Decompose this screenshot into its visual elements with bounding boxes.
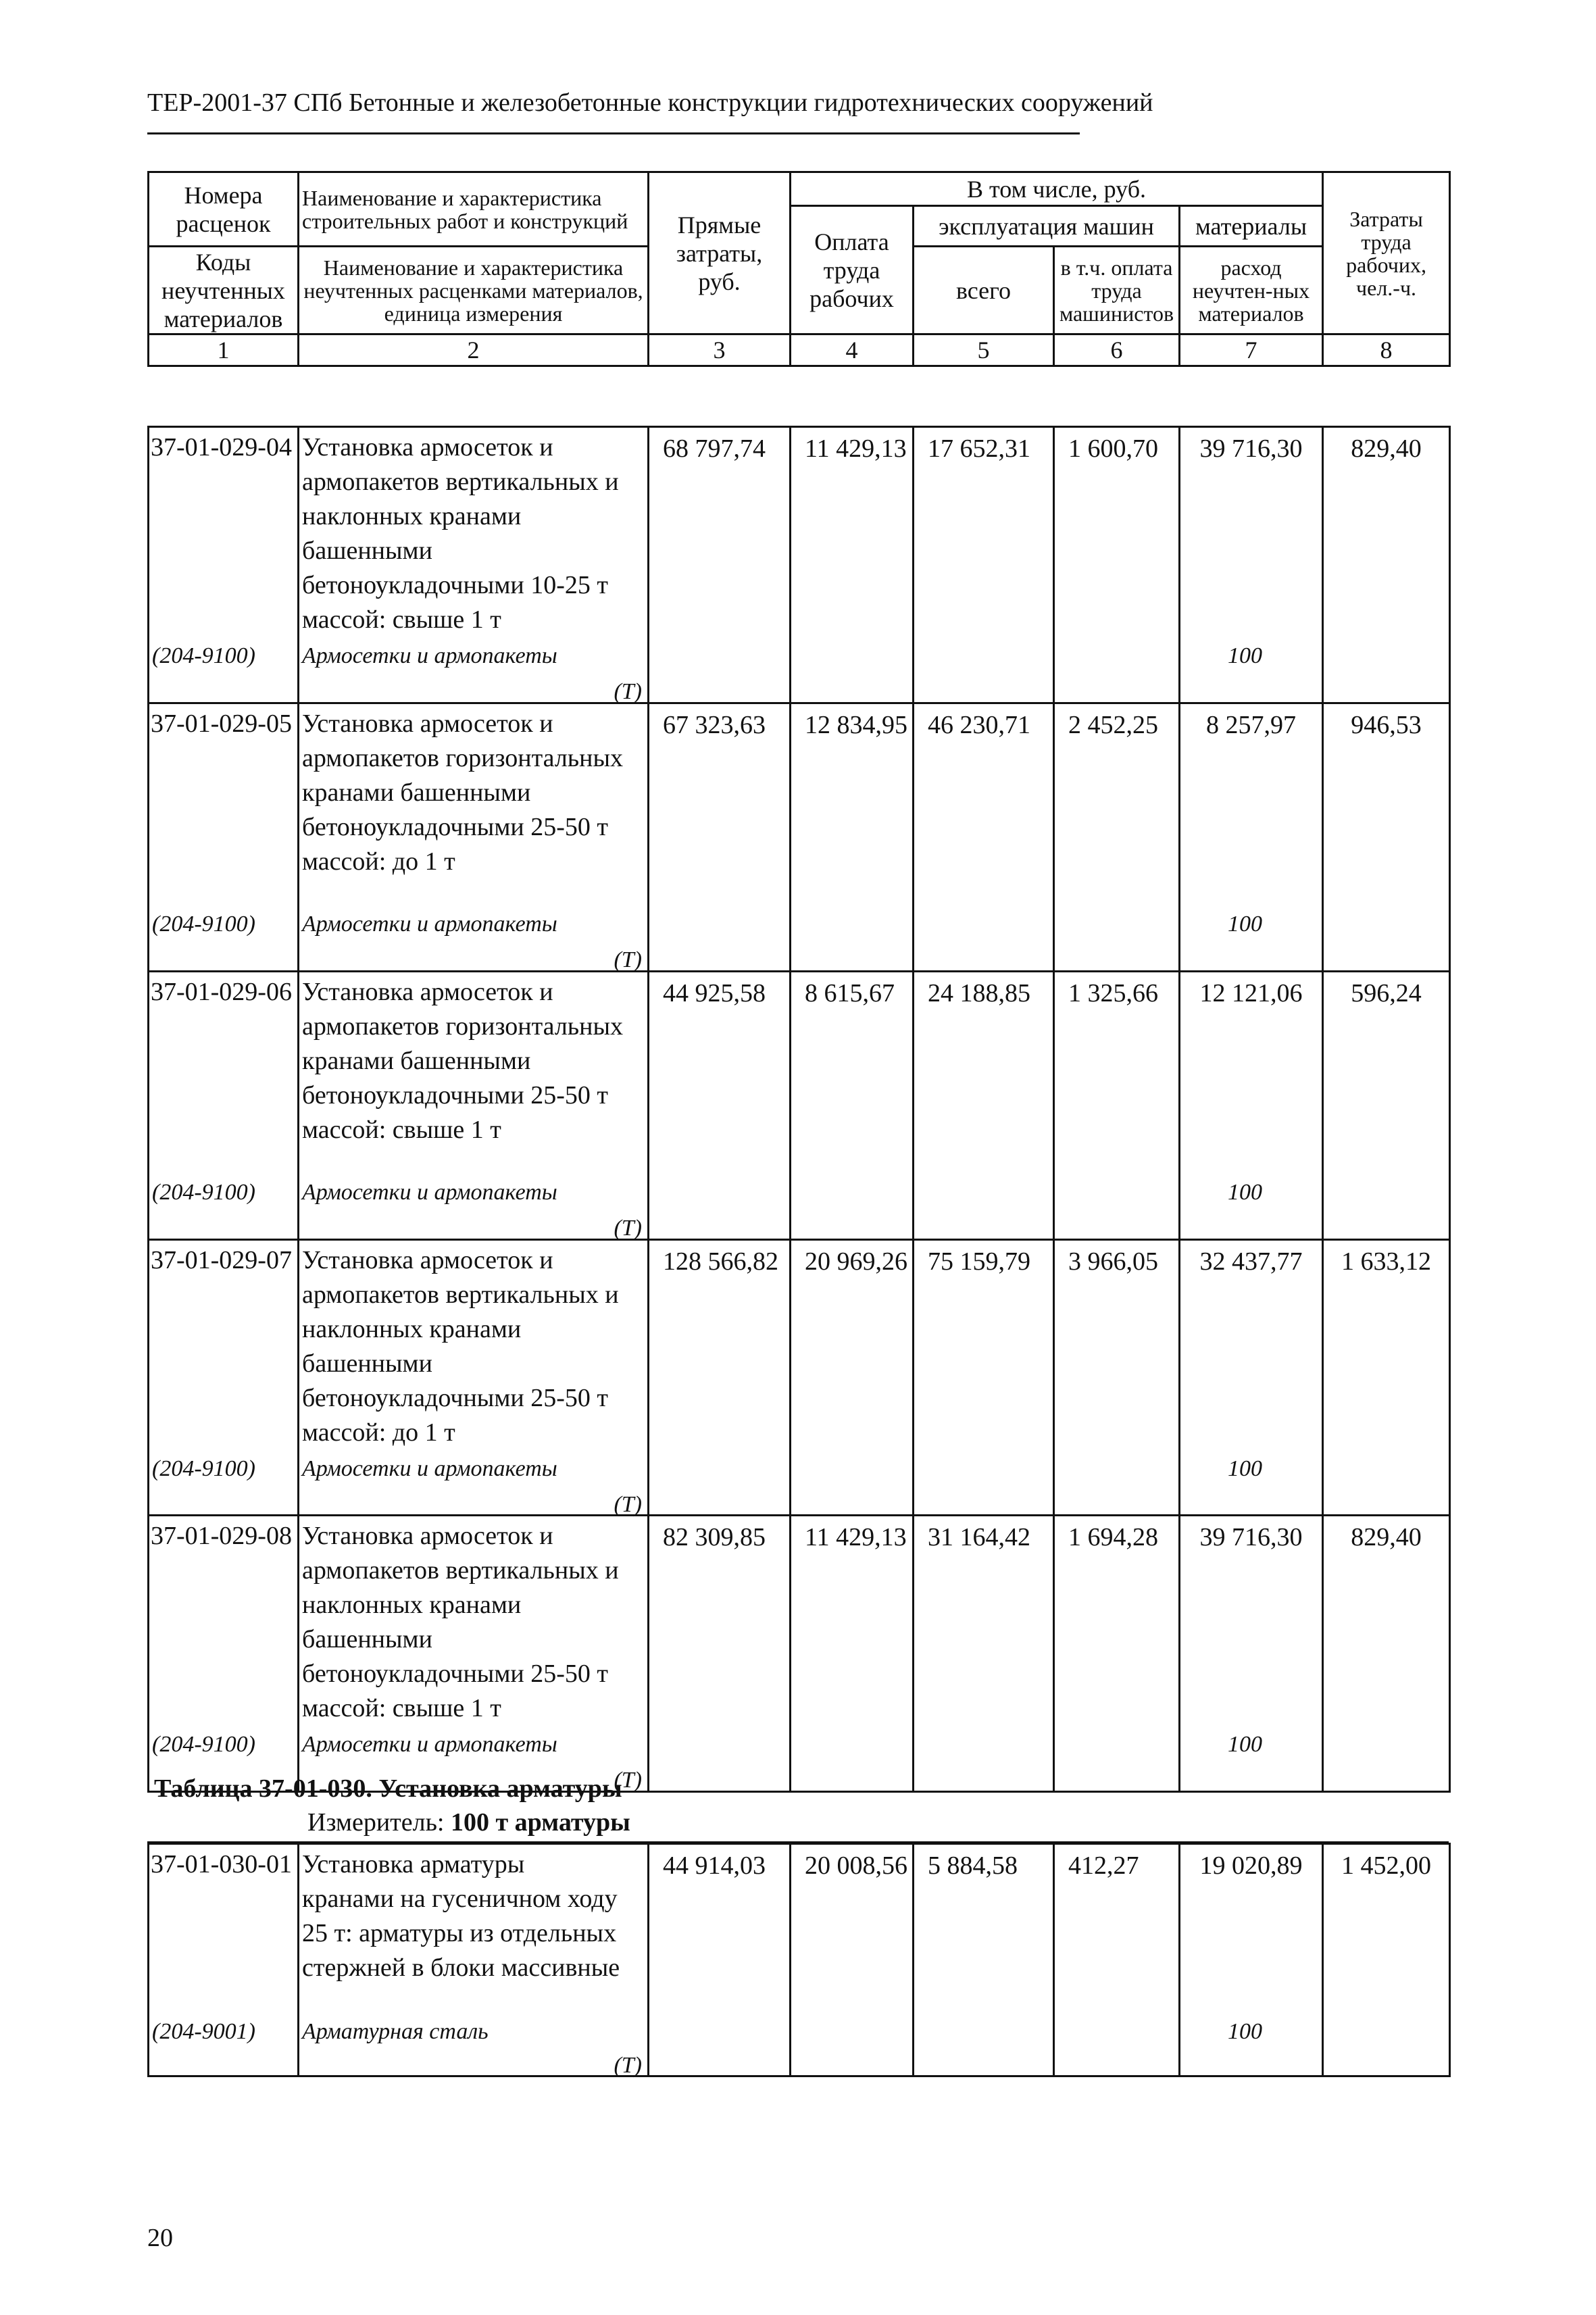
header-material-name: Наименование и характеристика неучтенных расценками материалов, единица измерения bbox=[299, 247, 649, 334]
measure-label: Измеритель: bbox=[307, 1808, 451, 1837]
empty-cell bbox=[1323, 1726, 1450, 1791]
rate-code: 37-01-029-07 bbox=[149, 1239, 299, 1450]
col-number-7: 7 bbox=[1180, 334, 1323, 366]
material-row bbox=[149, 1174, 1450, 1239]
labor-pay: 20 008,56 bbox=[791, 1844, 914, 2013]
empty-cell bbox=[914, 1726, 1054, 1791]
rate-name-line: кранами башенными bbox=[302, 1046, 531, 1075]
direct-costs: 44 914,03 bbox=[649, 1844, 791, 2013]
rate-name-line: массой: свыше 1 т bbox=[302, 605, 501, 634]
section-title: Таблица 37-01-030. Установка арматуры bbox=[154, 1774, 622, 1803]
rates-table-2 bbox=[147, 1843, 1451, 2077]
material-code-cell bbox=[149, 1450, 299, 1516]
material-quantity: 100 bbox=[1228, 1732, 1262, 1757]
rate-name-line: массой: до 1 т bbox=[302, 847, 455, 876]
direct-costs: 44 925,58 bbox=[649, 971, 791, 1174]
empty-cell bbox=[1323, 2013, 1450, 2076]
header-materials: материалы bbox=[1180, 206, 1323, 247]
material-unit: (Т) bbox=[614, 2052, 642, 2078]
material-quantity: 100 bbox=[1228, 912, 1262, 937]
empty-cell bbox=[1054, 1726, 1180, 1791]
materials-cost: 19 020,89 bbox=[1180, 1844, 1323, 2013]
material-name: Армосетки и армопакеты bbox=[302, 643, 557, 668]
empty-cell bbox=[914, 1450, 1054, 1516]
empty-cell bbox=[1054, 1174, 1180, 1239]
machines-total: 5 884,58 bbox=[914, 1844, 1054, 2013]
material-code-cell bbox=[149, 905, 299, 971]
material-name: Армосетки и армопакеты bbox=[302, 1455, 557, 1481]
measure-value: 100 т арматуры bbox=[451, 1808, 630, 1837]
empty-cell bbox=[914, 905, 1054, 971]
operators-pay: 412,27 bbox=[1054, 1844, 1180, 2013]
materials-cost: 8 257,97 bbox=[1180, 703, 1323, 905]
labor-pay: 12 834,95 bbox=[791, 703, 914, 905]
header-machines: эксплуатация машин bbox=[914, 206, 1180, 247]
rate-name-line: Установка армосеток и bbox=[302, 1245, 553, 1274]
machines-total: 75 159,79 bbox=[914, 1239, 1054, 1450]
table-row bbox=[149, 971, 1450, 1174]
material-name: Армосетки и армопакеты bbox=[302, 912, 557, 937]
header-including-group: В том числе, руб. bbox=[791, 172, 1323, 206]
empty-cell bbox=[649, 2013, 791, 2076]
empty-cell bbox=[791, 1726, 914, 1791]
empty-cell bbox=[649, 905, 791, 971]
rate-name bbox=[299, 1516, 649, 1726]
direct-costs: 128 566,82 bbox=[649, 1239, 791, 1450]
material-code: (204-9100) bbox=[152, 643, 255, 668]
material-name: Армосетки и армопакеты bbox=[302, 1732, 557, 1757]
empty-cell bbox=[791, 637, 914, 703]
empty-cell bbox=[1323, 1450, 1450, 1516]
material-row bbox=[149, 637, 1450, 703]
empty-cell bbox=[791, 905, 914, 971]
rate-name-line: Установка армосеток и bbox=[302, 709, 553, 738]
labor-hours: 946,53 bbox=[1323, 703, 1450, 905]
header-rule bbox=[147, 132, 1080, 134]
col-number-8: 8 bbox=[1323, 334, 1450, 366]
rate-name-line: кранами башенными bbox=[302, 778, 531, 807]
empty-cell bbox=[1054, 637, 1180, 703]
page-header-title: ТЕР-2001-37 СПб Бетонные и железобетонные конструкции гидротехнических сооружений bbox=[147, 89, 1153, 117]
header-labor-pay: Оплата труда рабочих bbox=[791, 206, 914, 334]
empty-cell bbox=[914, 1174, 1054, 1239]
rate-code: 37-01-030-01 bbox=[149, 1844, 299, 2013]
empty-cell bbox=[649, 637, 791, 703]
empty-cell bbox=[791, 1174, 914, 1239]
rate-name-line: массой: свыше 1 т bbox=[302, 1694, 501, 1722]
labor-hours: 829,40 bbox=[1323, 1516, 1450, 1726]
rate-name bbox=[299, 1239, 649, 1450]
table-row bbox=[149, 1516, 1450, 1726]
labor-pay: 11 429,13 bbox=[791, 1516, 914, 1726]
empty-cell bbox=[914, 2013, 1054, 2076]
machines-total: 24 188,85 bbox=[914, 971, 1054, 1174]
rate-name-line: бетоноукладочными 10-25 т bbox=[302, 571, 608, 599]
rate-name-line: массой: до 1 т bbox=[302, 1418, 455, 1447]
rate-code: 37-01-029-08 bbox=[149, 1516, 299, 1726]
table-row bbox=[149, 703, 1450, 905]
rate-name-line: башенными bbox=[302, 1625, 432, 1653]
col-number-2: 2 bbox=[299, 334, 649, 366]
machines-total: 17 652,31 bbox=[914, 427, 1054, 638]
rate-name-line: 25 т: арматуры из отдельных bbox=[302, 1919, 617, 1947]
direct-costs: 68 797,74 bbox=[649, 427, 791, 638]
header-rate-numbers: Номера расценок bbox=[149, 172, 299, 247]
empty-cell bbox=[649, 1174, 791, 1239]
material-code: (204-9100) bbox=[152, 1455, 255, 1481]
materials-cost: 39 716,30 bbox=[1180, 427, 1323, 638]
col-number-6: 6 bbox=[1054, 334, 1180, 366]
material-quantity: 100 bbox=[1228, 1455, 1262, 1481]
material-quantity-cell bbox=[1180, 2013, 1323, 2076]
material-quantity-cell bbox=[1180, 905, 1323, 971]
operators-pay: 2 452,25 bbox=[1054, 703, 1180, 905]
empty-cell bbox=[649, 1450, 791, 1516]
rate-name bbox=[299, 703, 649, 905]
col-number-3: 3 bbox=[649, 334, 791, 366]
rate-name-line: башенными bbox=[302, 1349, 432, 1378]
material-name-cell bbox=[299, 2013, 649, 2076]
material-quantity-cell bbox=[1180, 1450, 1323, 1516]
header-direct-costs: Прямые затраты, руб. bbox=[649, 172, 791, 334]
material-name: Армосетки и армопакеты bbox=[302, 1180, 557, 1205]
col-number-4: 4 bbox=[791, 334, 914, 366]
operators-pay: 1 325,66 bbox=[1054, 971, 1180, 1174]
material-quantity-cell bbox=[1180, 1726, 1323, 1791]
header-work-name: Наименование и характеристика строительных работ и конструкций bbox=[299, 172, 649, 247]
rate-name-line: массой: свыше 1 т bbox=[302, 1115, 501, 1144]
material-quantity: 100 bbox=[1228, 1180, 1262, 1205]
rates-table bbox=[147, 426, 1451, 1793]
material-name-cell bbox=[299, 1174, 649, 1239]
empty-cell bbox=[791, 2013, 914, 2076]
empty-cell bbox=[1323, 905, 1450, 971]
empty-cell bbox=[1323, 637, 1450, 703]
material-row bbox=[149, 905, 1450, 971]
rate-name-line: башенными bbox=[302, 537, 432, 565]
table-row bbox=[149, 427, 1450, 638]
material-code-cell bbox=[149, 1174, 299, 1239]
table-row bbox=[149, 1239, 1450, 1450]
rate-name-line: армопакетов вертикальных и bbox=[302, 1280, 619, 1309]
material-code-cell bbox=[149, 2013, 299, 2076]
material-code: (204-9100) bbox=[152, 1180, 255, 1205]
rate-name bbox=[299, 427, 649, 638]
rate-code: 37-01-029-06 bbox=[149, 971, 299, 1174]
machines-total: 31 164,42 bbox=[914, 1516, 1054, 1726]
material-name-cell bbox=[299, 1450, 649, 1516]
material-unit: (Т) bbox=[614, 1216, 642, 1241]
rate-name-line: Установка армосеток и bbox=[302, 977, 553, 1006]
header-operators-pay: в т.ч. оплата труда машинистов bbox=[1054, 247, 1180, 334]
rate-name-line: бетоноукладочными 25-50 т bbox=[302, 812, 608, 841]
machines-total: 46 230,71 bbox=[914, 703, 1054, 905]
header-unaccounted-materials: расход неучтен-ных материалов bbox=[1180, 247, 1323, 334]
rate-name-line: бетоноукладочными 25-50 т bbox=[302, 1383, 608, 1412]
material-unit: (Т) bbox=[614, 679, 642, 704]
page-number: 20 bbox=[147, 2224, 173, 2252]
material-code-cell bbox=[149, 637, 299, 703]
empty-cell bbox=[791, 1450, 914, 1516]
header-material-codes: Коды неучтенных материалов bbox=[149, 247, 299, 334]
rate-name-line: Установка армосеток и bbox=[302, 1522, 553, 1550]
material-quantity-cell bbox=[1180, 1174, 1323, 1239]
labor-pay: 8 615,67 bbox=[791, 971, 914, 1174]
rate-name-line: бетоноукладочными 25-50 т bbox=[302, 1660, 608, 1688]
labor-hours: 1 452,00 bbox=[1323, 1844, 1450, 2013]
material-unit: (Т) bbox=[614, 1768, 642, 1793]
rate-name-line: Установка армосеток и bbox=[302, 433, 553, 462]
operators-pay: 1 600,70 bbox=[1054, 427, 1180, 638]
rate-name-line: Установка арматуры bbox=[302, 1850, 525, 1878]
operators-pay: 1 694,28 bbox=[1054, 1516, 1180, 1726]
labor-hours: 1 633,12 bbox=[1323, 1239, 1450, 1450]
rate-name-line: наклонных кранами bbox=[302, 502, 522, 530]
materials-cost: 32 437,77 bbox=[1180, 1239, 1323, 1450]
material-quantity-cell bbox=[1180, 637, 1323, 703]
material-name-cell bbox=[299, 637, 649, 703]
header-labor-hours: Затраты труда рабочих, чел.-ч. bbox=[1323, 172, 1450, 334]
rate-name bbox=[299, 1844, 649, 2013]
empty-cell bbox=[1054, 2013, 1180, 2076]
col-number-1: 1 bbox=[149, 334, 299, 366]
rate-name-line: армопакетов горизонтальных bbox=[302, 743, 623, 772]
material-name-cell bbox=[299, 905, 649, 971]
empty-cell bbox=[1054, 905, 1180, 971]
rate-name-line: наклонных кранами bbox=[302, 1591, 522, 1619]
empty-cell bbox=[914, 637, 1054, 703]
operators-pay: 3 966,05 bbox=[1054, 1239, 1180, 1450]
rate-name-line: наклонных кранами bbox=[302, 1314, 522, 1343]
material-unit: (Т) bbox=[614, 947, 642, 972]
rate-name-line: армопакетов горизонтальных bbox=[302, 1012, 623, 1041]
material-row bbox=[149, 2013, 1450, 2076]
material-code: (204-9100) bbox=[152, 1732, 255, 1757]
material-quantity: 100 bbox=[1228, 643, 1262, 668]
rate-name-line: бетоноукладочными 25-50 т bbox=[302, 1080, 608, 1110]
material-quantity: 100 bbox=[1228, 2018, 1262, 2044]
direct-costs: 67 323,63 bbox=[649, 703, 791, 905]
materials-cost: 12 121,06 bbox=[1180, 971, 1323, 1174]
material-code: (204-9100) bbox=[152, 912, 255, 937]
empty-cell bbox=[1323, 1174, 1450, 1239]
empty-cell bbox=[1054, 1450, 1180, 1516]
labor-pay: 11 429,13 bbox=[791, 427, 914, 638]
material-row bbox=[149, 1450, 1450, 1516]
rate-name-line: стержней в блоки массивные bbox=[302, 1953, 620, 1982]
empty-cell bbox=[649, 1726, 791, 1791]
header-column-numbers bbox=[149, 334, 1450, 366]
header-machines-total: всего bbox=[914, 247, 1054, 334]
direct-costs: 82 309,85 bbox=[649, 1516, 791, 1726]
material-code: (204-9001) bbox=[152, 2018, 255, 2044]
section-measure bbox=[307, 1808, 630, 1837]
material-name: Арматурная сталь bbox=[302, 2018, 489, 2044]
material-unit: (Т) bbox=[614, 1491, 642, 1517]
rate-code: 37-01-029-05 bbox=[149, 703, 299, 905]
labor-hours: 829,40 bbox=[1323, 427, 1450, 638]
col-number-5: 5 bbox=[914, 334, 1054, 366]
table-header bbox=[147, 171, 1451, 367]
rate-code: 37-01-029-04 bbox=[149, 427, 299, 638]
rate-name-line: армопакетов вертикальных и bbox=[302, 468, 619, 496]
labor-hours: 596,24 bbox=[1323, 971, 1450, 1174]
rate-name bbox=[299, 971, 649, 1174]
labor-pay: 20 969,26 bbox=[791, 1239, 914, 1450]
rate-name-line: кранами на гусеничном ходу bbox=[302, 1885, 618, 1913]
materials-cost: 39 716,30 bbox=[1180, 1516, 1323, 1726]
rate-name-line: армопакетов вертикальных и bbox=[302, 1556, 619, 1585]
table-row bbox=[149, 1844, 1450, 2013]
